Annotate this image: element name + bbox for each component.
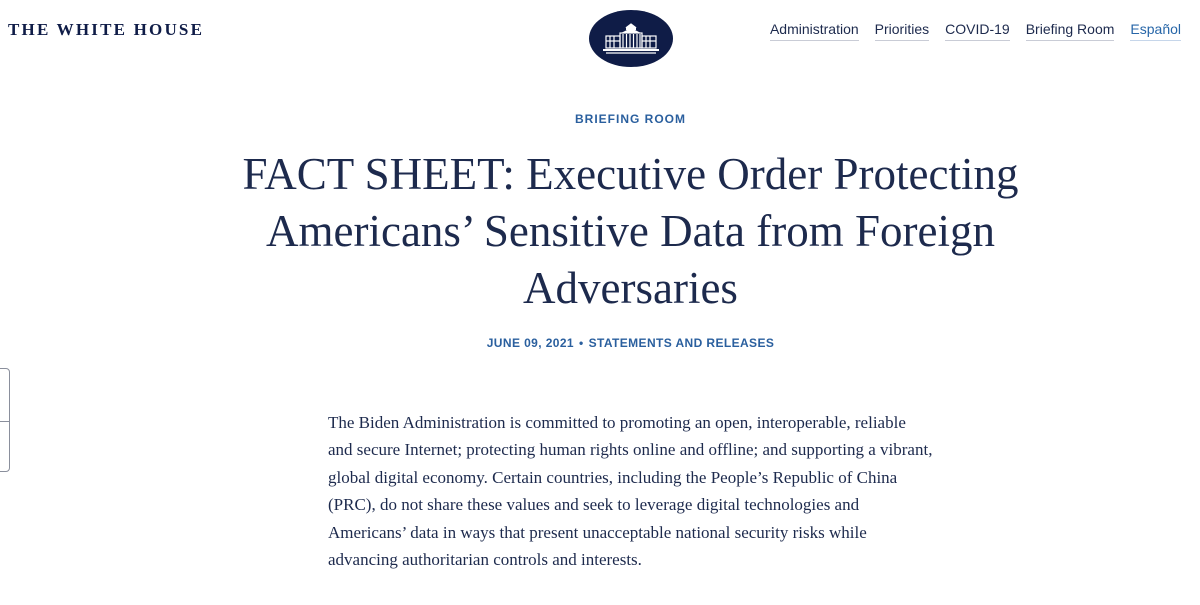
nav-item-espanol[interactable]: Español — [1130, 20, 1181, 41]
nav-item-briefing-room[interactable]: Briefing Room — [1026, 20, 1115, 41]
section-kicker — [0, 110, 1200, 128]
article-paragraph: The Biden Administration is committed to promoting an open, interoperable, reliable and secure Internet; protecting human rights online and offline; and supporting a vibrant, global digital economy. Certain countries, including the People’s Republic of China (PRC), do not share these values and seek to leverage digital technologies and Americans’ data in ways that present unacceptable national security risks while advancing authoritarian controls and interests. — [328, 413, 933, 570]
white-house-building-icon — [600, 22, 662, 56]
nav-item-priorities[interactable]: Priorities — [875, 20, 929, 41]
main-navigation — [770, 20, 1181, 41]
side-toolbar-tab[interactable] — [0, 368, 10, 472]
nav-item-administration[interactable]: Administration — [770, 20, 859, 41]
white-house-seal-icon[interactable] — [589, 10, 673, 67]
side-toolbar-divider — [0, 421, 9, 422]
briefing-room-kicker-link[interactable]: BRIEFING ROOM — [575, 112, 686, 126]
category-link[interactable]: STATEMENTS AND RELEASES — [588, 336, 775, 350]
meta-separator: • — [579, 336, 584, 350]
site-name-link[interactable]: THE WHITE HOUSE — [8, 20, 205, 39]
article-meta — [0, 336, 1200, 350]
publish-date: JUNE 09, 2021 — [486, 336, 574, 350]
nav-item-covid-19[interactable]: COVID-19 — [945, 20, 1010, 41]
page-title: FACT SHEET: Executive Order Protecting Americans’ Sensitive Data from Foreign Adversaries — [242, 149, 1019, 313]
